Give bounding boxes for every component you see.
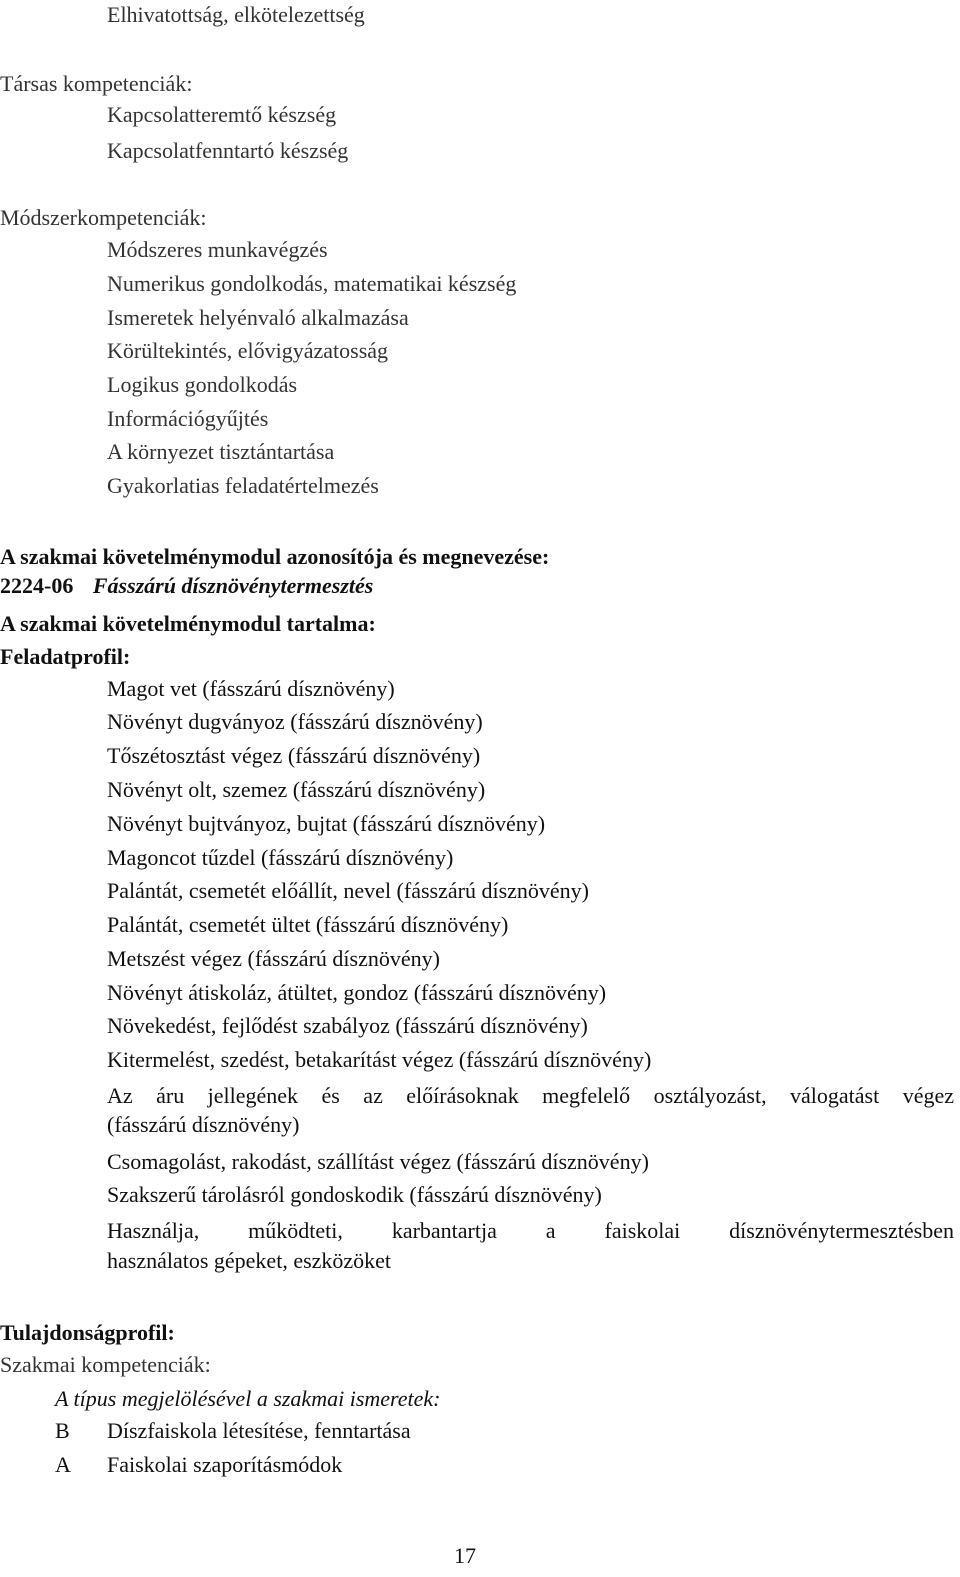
task-item: Növényt bujtványoz, bujtat (fásszárú dísznövény) xyxy=(107,811,546,836)
task-item: Kitermelést, szedést, betakarítást végez (fásszárú dísznövény) xyxy=(107,1047,652,1072)
method-item: A környezet tisztántartása xyxy=(107,439,335,464)
task-item: Magoncot tűzdel (fásszárú dísznövény) xyxy=(107,845,454,870)
property-sub-heading: Szakmai kompetenciák: xyxy=(0,1352,211,1377)
module-code-line xyxy=(0,573,373,599)
task-item-long: Az áru jellegének és az előírásoknak megfelelő osztályozást, válogatást végez xyxy=(107,1083,954,1108)
social-heading: Társas kompetenciák: xyxy=(0,71,193,96)
task-item: Metszést végez (fásszárú dísznövény) xyxy=(107,946,440,971)
method-item: Gyakorlatias feladatértelmezés xyxy=(107,473,379,498)
knowledge-item: Faiskolai szaporításmódok xyxy=(107,1452,343,1477)
method-item: Logikus gondolkodás xyxy=(107,372,298,397)
task-item: Növényt átiskoláz, átültet, gondoz (fásszárú dísznövény) xyxy=(107,980,607,1005)
task-item: Magot vet (fásszárú dísznövény) xyxy=(107,676,395,701)
method-item: Módszeres munkavégzés xyxy=(107,237,328,262)
knowledge-code: A xyxy=(55,1452,71,1477)
method-item: Körültekintés, elővigyázatosság xyxy=(107,338,389,363)
task-item: Palántát, csemetét előállít, nevel (fásszárú dísznövény) xyxy=(107,878,589,903)
social-item: Kapcsolatteremtő készség xyxy=(107,102,337,127)
knowledge-code: B xyxy=(55,1418,70,1443)
task-item: Növekedést, fejlődést szabályoz (fásszárú dísznövény) xyxy=(107,1013,588,1038)
module-name: Fásszárú dísznövénytermesztés xyxy=(92,573,374,598)
task-item: Növényt olt, szemez (fásszárú dísznövény) xyxy=(107,777,486,802)
module-id-heading: A szakmai követelménymodul azonosítója és megnevezése: xyxy=(0,544,550,569)
task-item-long-cont: használatos gépeket, eszközöket xyxy=(107,1248,392,1273)
task-item: Tőszétosztást végez (fásszárú dísznövény) xyxy=(107,743,481,768)
task-profile-heading: Feladatprofil: xyxy=(0,644,131,669)
knowledge-item: Díszfaiskola létesítése, fenntartása xyxy=(107,1418,411,1443)
method-item: Ismeretek helyénvaló alkalmazása xyxy=(107,305,409,330)
method-item: Numerikus gondolkodás, matematikai készség xyxy=(107,271,517,296)
task-item: Szakszerű tárolásról gondoskodik (fásszárú dísznövény) xyxy=(107,1182,602,1207)
top-line: Elhivatottság, elkötelezettség xyxy=(107,2,365,27)
social-item: Kapcsolatfenntartó készség xyxy=(107,138,349,163)
method-item: Információgyűjtés xyxy=(107,406,269,431)
task-item: Növényt dugványoz (fásszárú dísznövény) xyxy=(107,709,483,734)
method-heading: Módszerkompetenciák: xyxy=(0,205,207,230)
property-note: A típus megjelölésével a szakmai ismeretek: xyxy=(55,1386,441,1411)
property-heading: Tulajdonságprofil: xyxy=(0,1320,175,1345)
page-number: 17 xyxy=(454,1543,476,1568)
task-item-long: Használja, működteti, karbantartja a faiskolai dísznövénytermesztésben xyxy=(107,1218,954,1243)
module-code: 2224-06 xyxy=(0,573,74,598)
task-item-long-cont: (fásszárú dísznövény) xyxy=(107,1112,300,1137)
task-item: Csomagolást, rakodást, szállítást végez (fásszárú dísznövény) xyxy=(107,1149,649,1174)
task-item: Palántát, csemetét ültet (fásszárú dísznövény) xyxy=(107,912,509,937)
module-content-heading: A szakmai követelménymodul tartalma: xyxy=(0,611,376,636)
